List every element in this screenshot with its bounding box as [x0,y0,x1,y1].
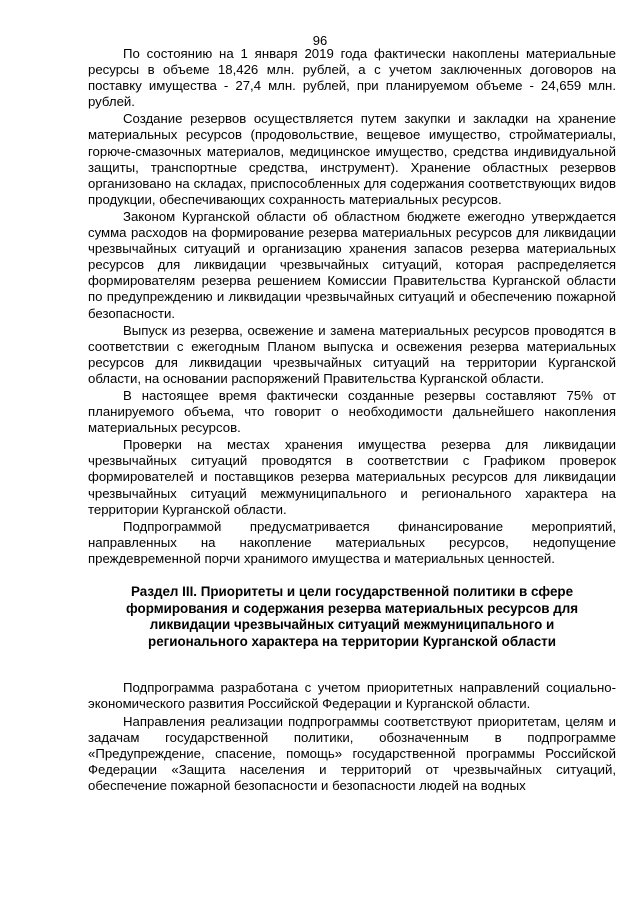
section-heading-line: формирования и содержания резерва материальных ресурсов для [125,600,579,616]
section-heading-line: Раздел III. Приоритеты и цели государственной политики в сфере [130,584,574,599]
paragraph-inspections: Проверки на местах хранения имущества резерва для ликвидации чрезвычайных ситуаций проводятся в соответствии с Графиком проверок формирователей и поставщиков резерва материальных ресурсов для ликвидации чрезвычайных ситуаций межмуниципального и регионального характера на территории Курганской области. [88,437,616,517]
paragraph-current-reserves: В настоящее время фактически созданные резервы составляют 75% от планируемого объема, что говорит о необходимости дальнейшего накопления материальных ресурсов. [88,387,616,436]
paragraph-reserve-creation: Создание резервов осуществляется путем закупки и закладки на хранение материальных ресурсов (продовольствие, вещевое имущество, стройматериалы, горюче-смазочных материалов, медицинское имущество, средства индивидуальной защиты, транспортные средства, инструмент). Хранение областных резервов организовано на складах, приспособленных для содержания соответствующих видов продукции, обеспечивающих сохранность материальных ресурсов. [88,111,616,207]
paragraph-subprogram-basis: Подпрограмма разработана с учетом приоритетных направлений социально-экономического развития Российской Федерации и Курганской области. [88,680,616,712]
section-heading [88,584,616,650]
page-number: 96 [312,33,328,48]
document-body [88,46,616,795]
paragraph-accumulated-resources: По состоянию на 1 января 2019 года фактически накоплены материальные ресурсы в объеме 18,426 млн. рублей, а с учетом заключенных договоров на поставку имущества - 27,4 млн. рублей, при планируемом объеме - 24,659 млн. рублей. [88,46,616,110]
paragraph-budget-law: Законом Курганской области об областном бюджете ежегодно утверждается сумма расходов на формирование резерва материальных ресурсов для ликвидации чрезвычайных ситуаций и организацию хранения запасов резерва материальных ресурсов для ликвидации чрезвычайных ситуаций, которая распределяется формирователям резерва решением Комиссии Правительства Курганской области по предупреждению и ликвидации чрезвычайных ситуаций и обеспечению пожарной безопасности. [88,208,616,321]
paragraph-reserve-release: Выпуск из резерва, освежение и замена материальных ресурсов проводятся в соответствии с ежегодным Планом выпуска и освежения резерва материальных ресурсов для ликвидации чрезвычайных ситуаций на территории Курганской области, на основании распоряжений Правительства Курганской области. [88,322,616,386]
paragraph-financing: Подпрограммой предусматривается финансирование мероприятий, направленных на накопление материальных ресурсов, недопущение преждевременной порчи хранимого имущества и материальных ценностей. [88,518,616,566]
paragraph-subprogram-directions: Направления реализации подпрограммы соответствуют приоритетам, целям и задачам государственной политики, обозначенным в подпрограмме «Предупреждение, спасение, помощь» государственной программы Российской Федерации «Защита населения и территорий от чрезвычайных ситуаций, обеспечение пожарной безопасности и безопасности людей на водных [88,713,616,793]
section-heading-line: регионального характера на территории Курганской области [148,633,556,649]
section-heading-line: ликвидации чрезвычайных ситуаций межмуниципального и [149,617,555,633]
